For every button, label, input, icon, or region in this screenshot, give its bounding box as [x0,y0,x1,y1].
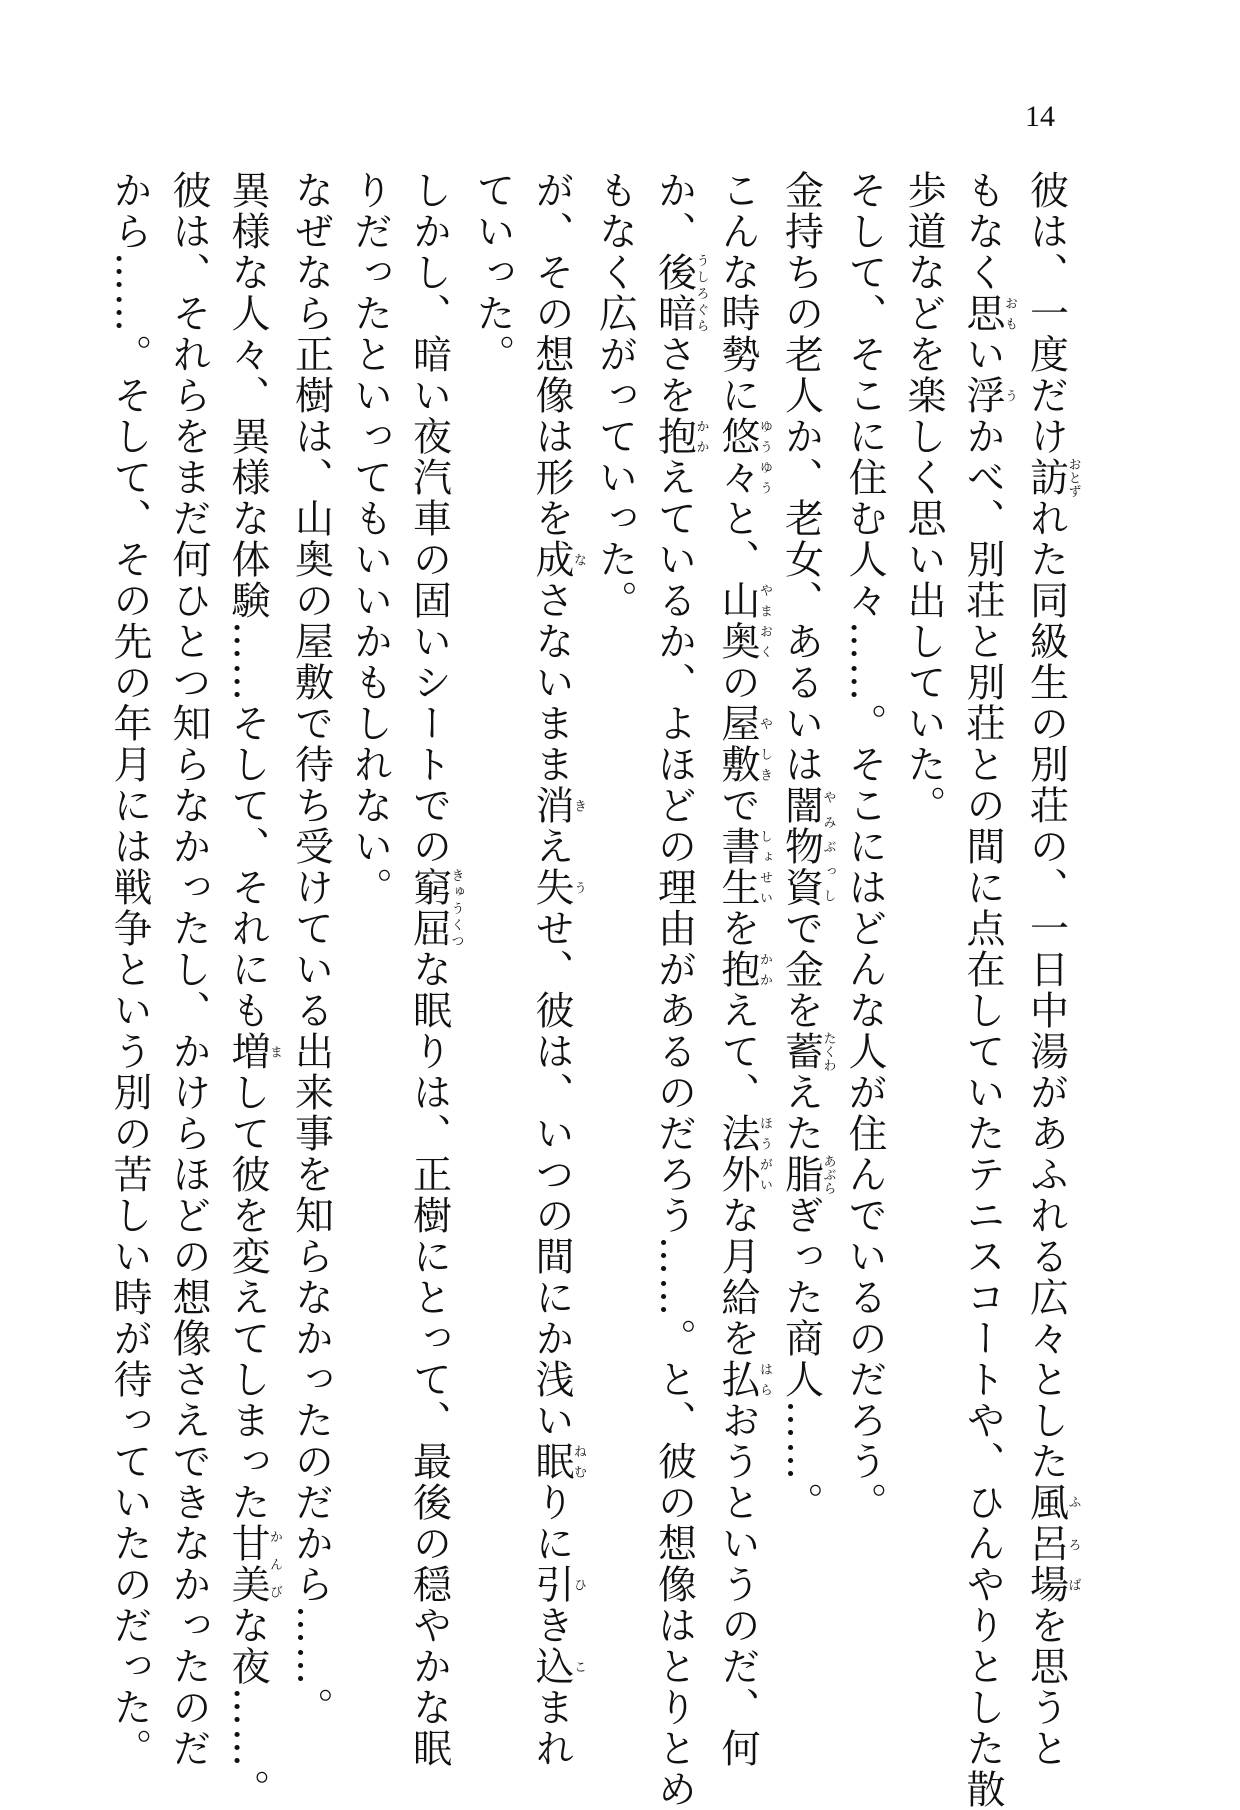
furigana-reading: きゅうくつ [448,867,464,949]
furigana-reading: うしろぐら [693,252,709,334]
page-number: 14 [1025,100,1055,133]
ruby-word: 失う [529,867,586,908]
text-segment: か、 [651,170,697,252]
text-segment: えているか、よほどの理由があるのだろう……。と、彼の想像はとりとめ [651,457,697,1810]
ruby-word: 窮屈きゅうくつ [406,867,464,949]
text-line [772,170,836,1620]
ruby-word: 書生しょせい [715,826,772,908]
ruby-word: 抱かか [651,416,709,457]
text-segment: で [715,785,760,826]
ruby-word: 闇物資やみぶっし [778,785,836,908]
furigana-reading: かか [757,949,772,990]
text-segment: かべ、別荘と別荘との間に点在していたテニスコートや、ひんやりとした散 [960,416,1005,1810]
text-segment: 金持ちの老人か、老女、あるいは [778,170,824,785]
text-segment: な眠りは、正樹にとって、最後の穏やかな眠 [406,949,452,1769]
text-segment: な月給を [715,1195,760,1359]
furigana-reading: やみぶっし [820,785,836,908]
ruby-word: 屋や [715,703,772,744]
text-segment: して彼を変えてしまった [225,1072,270,1523]
text-segment: き [529,1605,574,1646]
text-line [894,170,953,1620]
ruby-word: 抱かか [715,949,772,990]
ruby-word: 増ま [225,1031,282,1072]
text-segment: ていった。 [470,170,515,375]
text-line [341,170,400,1620]
text-segment: 異様な人々、異様な体験……そして、それにも [225,170,270,1031]
ruby-word: 場ば [1023,1564,1081,1605]
text-line [400,170,464,1769]
ruby-word: 訪おとず [1023,457,1081,498]
text-segment: と、 [715,498,760,580]
text-segment: おうというのだ、何 [715,1400,760,1769]
furigana-reading: かんび [267,1523,282,1605]
furigana-reading: しょせい [757,826,772,908]
furigana-reading: き [571,785,586,826]
ruby-word: 引ひ [529,1564,586,1605]
ruby-word: 後暗うしろぐら [651,252,709,334]
furigana-reading: う [571,867,586,908]
text-line [953,170,1017,1810]
text-segment: から……。そして、その先の年月には戦争という別の苦しい時が待っていたのだった。 [107,170,152,1769]
text-segment: えて、 [715,990,760,1113]
ruby-word: 成な [529,539,586,580]
text-line [522,170,586,1769]
furigana-reading: あぶら [820,1154,836,1195]
furigana-reading: おも [1002,293,1017,334]
text-line [463,170,522,1620]
text-segment: えた [778,1072,824,1154]
furigana-reading: こ [571,1646,586,1687]
text-segment: れた同級生の別荘の、一日中湯があふれる広々とした [1023,498,1069,1482]
furigana-reading: や [757,703,772,744]
ruby-word: 悠々ゆうゆう [715,416,772,498]
text-segment: な夜……。 [225,1605,270,1810]
text-segment: そして、そこに住む人々……。そこにはどんな人が住んでいるのだろう。 [842,170,887,1523]
text-segment: まれ [529,1687,574,1769]
furigana-reading: やまおく [757,580,772,662]
furigana-reading: はら [757,1359,772,1400]
furigana-reading: かか [693,416,709,457]
text-segment: もなく広がっていった。 [592,170,638,621]
ruby-word: 法外ほうがい [715,1113,772,1195]
text-line [586,170,645,1620]
ruby-word: 眠ねむ [529,1441,586,1482]
text-segment: い [960,334,1005,375]
text-line [282,170,341,1728]
text-segment: が、その想像は形を [529,170,574,539]
furigana-reading: ねむ [571,1441,586,1482]
text-line [645,170,709,1810]
text-segment: 彼は、それらをまだ何ひとつ知らなかったし、かけらほどの想像さえできなかったのだ [166,170,211,1769]
text-line [100,170,159,1769]
text-segment: の [715,662,760,703]
furigana-reading: たくわ [820,1031,836,1072]
text-segment: 彼は、一度だけ [1023,170,1069,457]
text-segment: を思うと [1023,1605,1069,1769]
furigana-reading: ふろ [1065,1482,1081,1564]
furigana-reading: ひ [571,1564,586,1605]
text-line [708,170,772,1769]
ruby-word: 甘美かんび [225,1523,282,1605]
text-segment: ぎった商人……。 [778,1195,824,1523]
text-segment: 歩道などを楽しく思い出していた。 [901,170,946,826]
text-segment: こんな時勢に [715,170,760,416]
text-segment: しかし、暗い夜汽車の固いシートでの [406,170,452,867]
text-segment: さを [651,334,697,416]
text-segment: りだったといってもいいかもしれない。 [347,170,393,908]
furigana-reading: ば [1065,1564,1081,1605]
text-line [835,170,894,1620]
text-segment: さないまま [529,580,574,785]
text-line [159,170,218,1769]
furigana-reading: ま [267,1031,282,1072]
furigana-reading: おとず [1065,457,1081,498]
text-segment: りに [529,1482,574,1564]
ruby-word: 風呂ふろ [1023,1482,1081,1564]
ruby-word: 敷しき [715,744,772,785]
text-line [218,170,282,1810]
text-segment: せ、彼は、いつの間にか浅い [529,908,574,1441]
text-segment: で金を [778,908,824,1031]
ruby-word: 脂あぶら [778,1154,836,1195]
text-segment: もなく [960,170,1005,293]
ruby-word: 山奥やまおく [715,580,772,662]
furigana-reading: しき [757,744,772,785]
text-segment: を [715,908,760,949]
furigana-reading: な [571,539,586,580]
furigana-reading: ゆうゆう [757,416,772,498]
text-segment: なぜなら正樹は、山奥の屋敷で待ち受けている出来事を知らなかったのだから……。 [288,170,334,1728]
ruby-word: 込こ [529,1646,586,1687]
furigana-reading: ほうがい [757,1113,772,1195]
ruby-word: 浮う [960,375,1017,416]
ruby-word: 払はら [715,1359,772,1400]
ruby-word: 消き [529,785,586,826]
text-line [1017,170,1081,1769]
furigana-reading: う [1002,375,1017,416]
ruby-word: 思おも [960,293,1017,334]
vertical-text-body [100,170,1081,1810]
ruby-word: 蓄たくわ [778,1031,836,1072]
text-segment: え [529,826,574,867]
